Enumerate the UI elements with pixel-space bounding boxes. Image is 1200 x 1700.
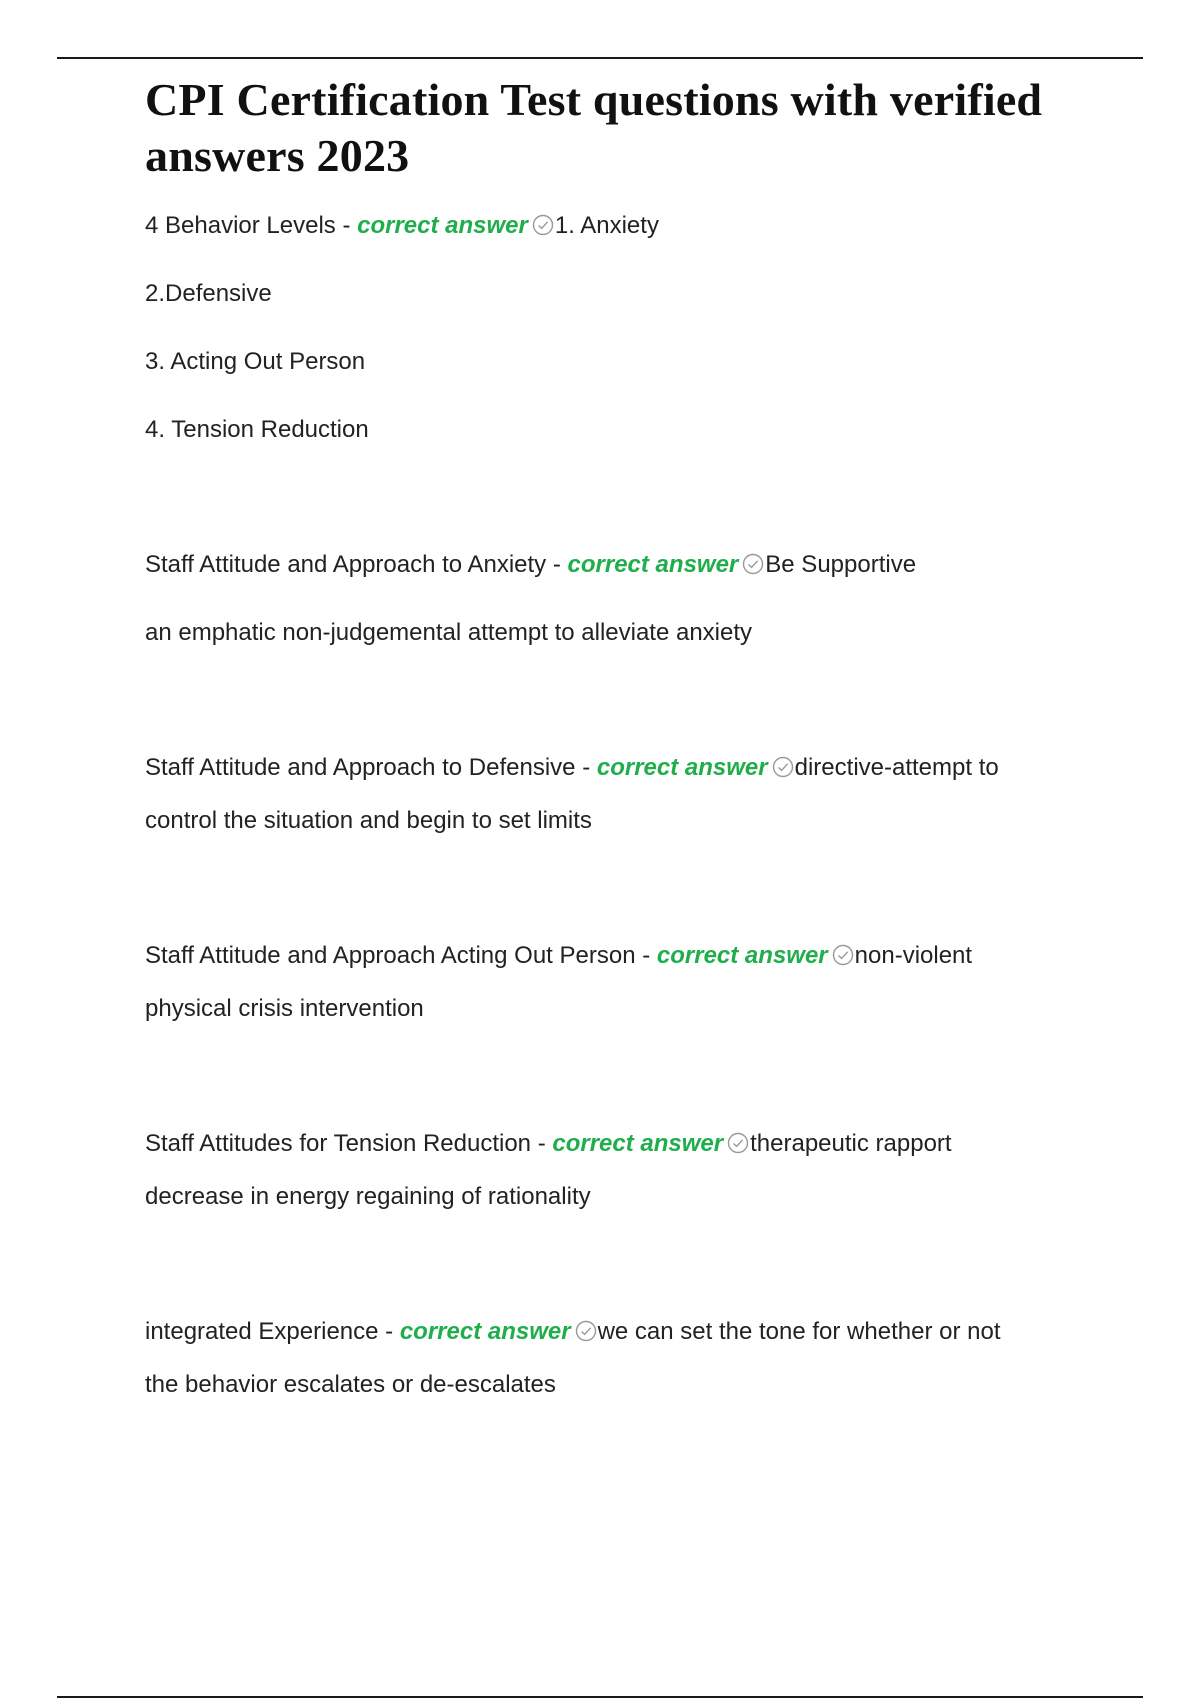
answer-text: we can set the tone for whether or not	[597, 1318, 1001, 1345]
answer-text: 1. Anxiety	[554, 212, 659, 239]
verified-check-icon	[727, 1132, 749, 1154]
question-text: Staff Attitudes for Tension Reduction	[145, 1130, 532, 1157]
bottom-rule	[57, 1696, 1143, 1698]
qa-item-tension-reduction	[145, 1128, 1105, 1160]
verified-check-icon	[832, 944, 854, 966]
question-text: integrated Experience	[145, 1318, 379, 1345]
qa-item-behavior-levels	[145, 210, 1105, 242]
answer-line: physical crisis intervention	[145, 995, 424, 1022]
correct-answer-label: correct answer	[596, 754, 768, 781]
answer-line: 4. Tension Reduction	[145, 416, 369, 443]
answer-text: Be Supportive	[765, 551, 917, 578]
separator: -	[531, 1130, 553, 1157]
separator: -	[335, 212, 358, 239]
separator: -	[575, 754, 597, 781]
separator: -	[635, 942, 657, 969]
answer-line: the behavior escalates or de-escalates	[145, 1371, 556, 1398]
correct-answer-label: correct answer	[656, 942, 828, 969]
answer-line: control the situation and begin to set limits	[145, 807, 592, 834]
separator: -	[546, 551, 568, 578]
page-title: CPI Certification Test questions with verified answers 2023	[145, 74, 1043, 181]
answer-text: non-violent	[854, 942, 973, 969]
qa-item-defensive	[145, 752, 1105, 784]
answer-text: therapeutic rapport	[750, 1130, 952, 1157]
question-text: Staff Attitude and Approach Acting Out Person	[145, 942, 636, 969]
answer-line: decrease in energy regaining of rationality	[145, 1183, 591, 1210]
qa-item-acting-out	[145, 940, 1105, 972]
answer-line: an emphatic non-judgemental attempt to alleviate anxiety	[145, 619, 753, 646]
separator: -	[378, 1318, 400, 1345]
verified-check-icon	[772, 756, 794, 778]
answer-line: 3. Acting Out Person	[145, 348, 366, 375]
top-rule	[57, 57, 1143, 59]
correct-answer-label: correct answer	[357, 212, 528, 239]
qa-item-integrated-experience	[145, 1316, 1105, 1348]
answer-text: directive-attempt to	[794, 754, 999, 781]
question-text: Staff Attitude and Approach to Defensive	[145, 754, 576, 781]
verified-check-icon	[532, 214, 554, 236]
qa-item-anxiety	[145, 549, 1105, 581]
question-text: 4 Behavior Levels	[145, 212, 336, 239]
correct-answer-label: correct answer	[399, 1318, 571, 1345]
correct-answer-label: correct answer	[567, 551, 739, 578]
question-text: Staff Attitude and Approach to Anxiety	[145, 551, 547, 578]
document-body	[145, 72, 1105, 1401]
correct-answer-label: correct answer	[552, 1130, 724, 1157]
verified-check-icon	[575, 1320, 597, 1342]
answer-line: 2.Defensive	[145, 280, 272, 307]
verified-check-icon	[742, 553, 764, 575]
